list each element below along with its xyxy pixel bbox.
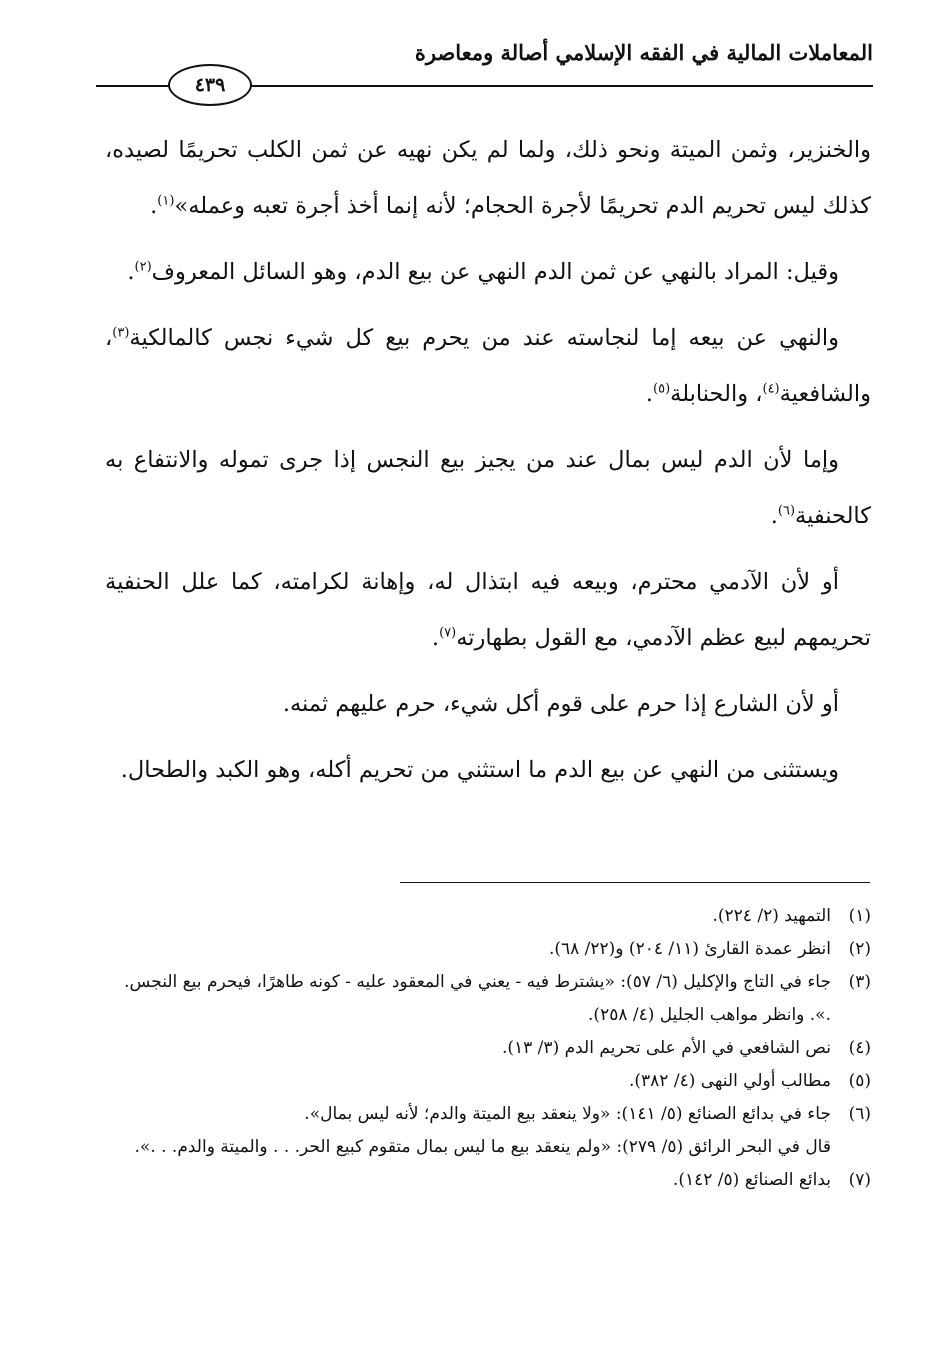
footnote xyxy=(105,1065,871,1098)
footnote-number: (٤) xyxy=(848,1038,871,1058)
footnote-ref[interactable]: (٤) xyxy=(762,381,780,397)
footnote-number: (١) xyxy=(848,906,871,926)
footnote xyxy=(105,1032,871,1065)
paragraph: وقيل: المراد بالنهي عن ثمن الدم النهي عن بيع الدم، وهو السائل المعروف$^{(٢)}$. xyxy=(127,259,839,285)
paragraph: والخنزير، وثمن الميتة ونحو ذلك، ولما لم يكن نهيه عن ثمن الكلب تحريمًا لصيده، كذلك ليس تحريم الدم تحريمًا لأجرة الحجام؛ لأنه إنما أخذ أجرة تعبه وعمله»$^{(١)}$. xyxy=(105,137,871,219)
footnotes xyxy=(105,900,871,1197)
paragraph: وإما لأن الدم ليس بمال عند من يجيز بيع النجس إذا جرى تموله والانتفاع به كالحنفية$^{(٦)}$. xyxy=(105,447,871,529)
footnote-text: بدائع الصنائع (٥/ ١٤٢). xyxy=(672,1170,831,1190)
footnote-ref[interactable]: (٥) xyxy=(653,381,671,397)
header-title: المعاملات المالية في الفقه الإسلامي أصالة ومعاصرة xyxy=(414,40,873,65)
main-text xyxy=(105,122,871,808)
footnote-ref[interactable]: (١) xyxy=(157,193,175,209)
footnote xyxy=(105,900,871,933)
footnote-number: (٦) xyxy=(848,1104,871,1124)
paragraph: أو لأن الشارع إذا حرم على قوم أكل شيء، حرم عليهم ثمنه. xyxy=(282,691,839,717)
footnote-text: نص الشافعي في الأم على تحريم الدم (٣/ ١٣). xyxy=(501,1038,831,1058)
paragraph: ويستثنى من النهي عن بيع الدم ما استثني من تحريم أكله، وهو الكبد والطحال. xyxy=(120,757,839,783)
footnote-text: التمهيد (٢/ ٢٢٤). xyxy=(712,906,831,926)
footnote-ref[interactable]: (٧) xyxy=(439,625,457,641)
footnote xyxy=(105,1098,871,1164)
footnote-ref[interactable]: (٦) xyxy=(777,503,796,519)
footnote-ref[interactable]: (٢) xyxy=(134,259,152,275)
footnote-text: قال في البحر الرائق (٥/ ٢٧٩): «ولم ينعقد بيع ما ليس بمال متقوم كبيع الحر. . . والميتة والدم. . .». xyxy=(134,1137,831,1157)
footnote-text: مطالب أولي النهى (٤/ ٣٨٢). xyxy=(628,1071,831,1091)
footnote xyxy=(105,1164,871,1197)
paragraph: والنهي عن بيعه إما لنجاسته عند من يحرم بيع كل شيء نجس كالمالكية$^{(٣)}$، والشافعية$^{(٤)}$، والحنابلة$^{(٥)}$. xyxy=(105,325,871,407)
footnote xyxy=(105,933,871,966)
footnote-number: (٥) xyxy=(848,1071,871,1091)
footnote-separator xyxy=(400,882,870,883)
footnote-text: انظر عمدة القارئ (١١/ ٢٠٤) و(٢٢/ ٦٨). xyxy=(548,939,831,959)
footnote-text: جاء في بدائع الصنائع (٥/ ١٤١): «ولا ينعقد بيع الميتة والدم؛ لأنه ليس بمال». xyxy=(304,1104,831,1124)
footnote-number: (٢) xyxy=(848,939,871,959)
footnote-text: جاء في التاج والإكليل (٦/ ٥٧): «يشترط فيه - يعني في المعقود عليه - كونه طاهرًا، فيحرم بيع النجس. .». وانظر مواهب الجليل (٤/ ٢٥٨). xyxy=(124,972,831,1025)
paragraph: أو لأن الآدمي محترم، وبيعه فيه ابتذال له، وإهانة لكرامته، كما علل الحنفية تحريمهم لبيع عظم الآدمي، مع القول بطهارته$^{(٧)}$. xyxy=(105,569,871,651)
footnote-number: (٣) xyxy=(848,972,871,992)
footnote-ref[interactable]: (٣) xyxy=(112,325,130,341)
page-number: ٤٣٩ xyxy=(168,64,252,106)
footnote-number: (٧) xyxy=(848,1170,871,1190)
footnote xyxy=(105,966,871,1032)
